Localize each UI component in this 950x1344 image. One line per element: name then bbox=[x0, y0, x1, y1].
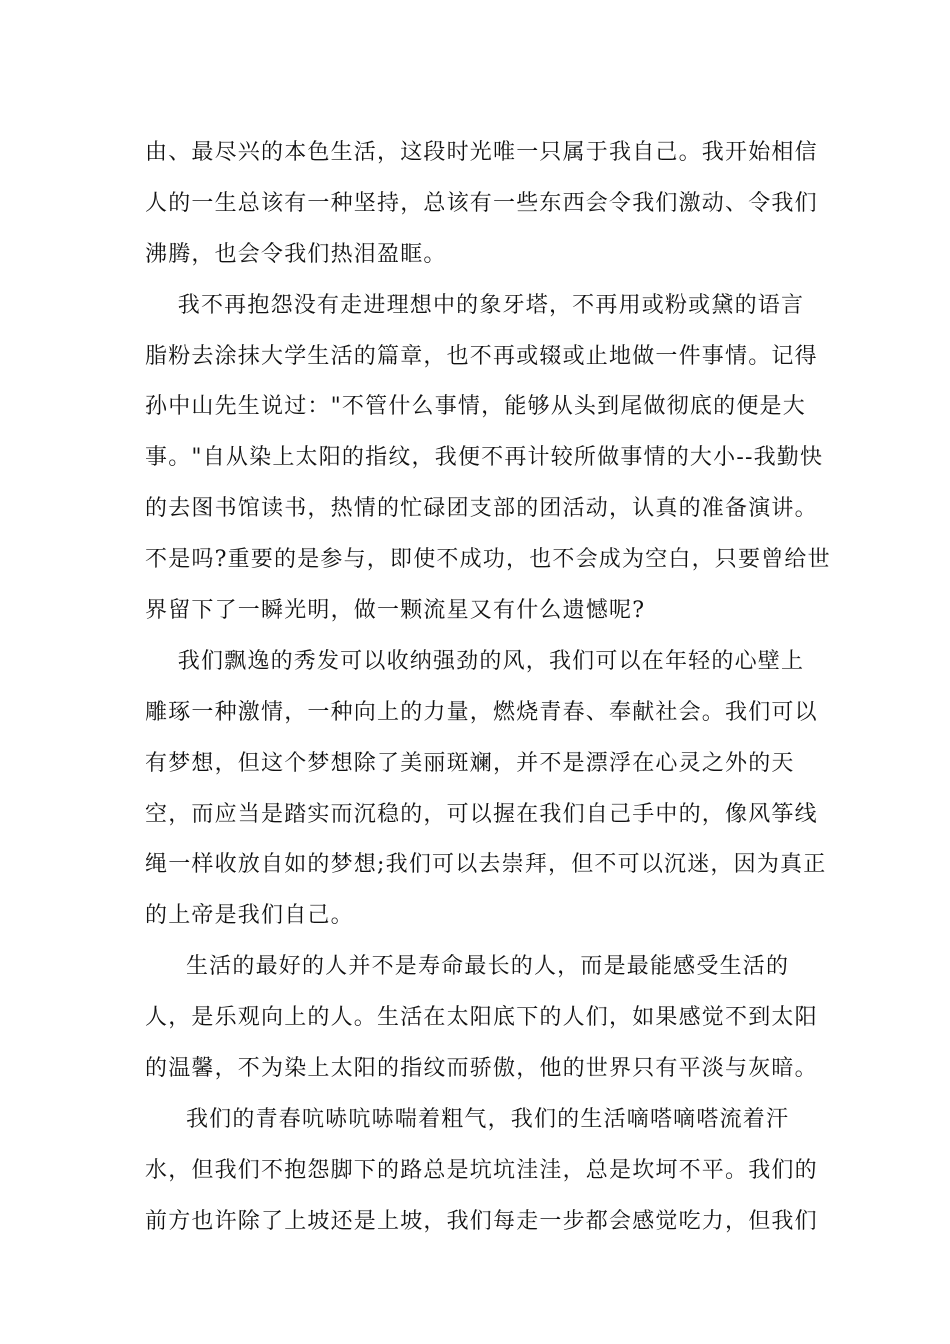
text-line: 绳一样收放自如的梦想;我们可以去崇拜，但不可以沉迷，因为真正 bbox=[145, 852, 827, 878]
text-line: 人的一生总该有一种坚持，总该有一些东西会令我们激动、令我们 bbox=[145, 190, 818, 216]
text-line: 雕琢一种激情，一种向上的力量，燃烧青春、奉献社会。我们可以 bbox=[145, 699, 818, 725]
text-line: 不是吗?重要的是参与，即使不成功，也不会成为空白，只要曾给世 bbox=[145, 547, 831, 573]
text-line: 事。"自从染上太阳的指纹，我便不再计较所做事情的大小--我勤快 bbox=[145, 445, 824, 471]
text-line: 的上帝是我们自己。 bbox=[145, 903, 354, 929]
text-line: 前方也许除了上坡还是上坡，我们每走一步都会感觉吃力，但我们 bbox=[145, 1208, 818, 1234]
body-text bbox=[145, 128, 831, 1248]
text-line: 水，但我们不抱怨脚下的路总是坑坑洼洼，总是坎坷不平。我们的 bbox=[145, 1157, 818, 1183]
text-line: 脂粉去涂抹大学生活的篇章，也不再或辍或止地做一件事情。记得 bbox=[145, 343, 818, 369]
text-line: 人，是乐观向上的人。生活在太阳底下的人们，如果感觉不到太阳 bbox=[145, 1005, 818, 1031]
text-line: 的温馨，不为染上太阳的指纹而骄傲，他的世界只有平淡与灰暗。 bbox=[145, 1056, 818, 1082]
text-line: 生活的最好的人并不是寿命最长的人，而是最能感受生活的 bbox=[145, 954, 790, 980]
text-line: 的去图书馆读书，热情的忙碌团支部的团活动，认真的准备演讲。 bbox=[145, 496, 818, 522]
text-line: 由、最尽兴的本色生活，这段时光唯一只属于我自己。我开始相信 bbox=[145, 140, 818, 165]
text-line: 空，而应当是踏实而沉稳的，可以握在我们自己手中的，像风筝线 bbox=[145, 801, 818, 827]
text-line: 我们飘逸的秀发可以收纳强劲的风，我们可以在年轻的心壁上 bbox=[145, 648, 805, 674]
text-line: 界留下了一瞬光明，做一颗流星又有什么遗憾呢? bbox=[145, 598, 646, 624]
text-line: 孙中山先生说过："不管什么事情，能够从头到尾做彻底的便是大 bbox=[145, 394, 806, 420]
text-line: 我们的青春吭哧吭哧喘着粗气，我们的生活嘀嗒嘀嗒流着汗 bbox=[145, 1106, 790, 1132]
text-line: 有梦想，但这个梦想除了美丽斑斓，并不是漂浮在心灵之外的天 bbox=[145, 750, 795, 776]
text-line: 我不再抱怨没有走进理想中的象牙塔，不再用或粉或黛的语言 bbox=[145, 292, 805, 318]
text-line: 沸腾，也会令我们热泪盈眶。 bbox=[145, 241, 447, 267]
